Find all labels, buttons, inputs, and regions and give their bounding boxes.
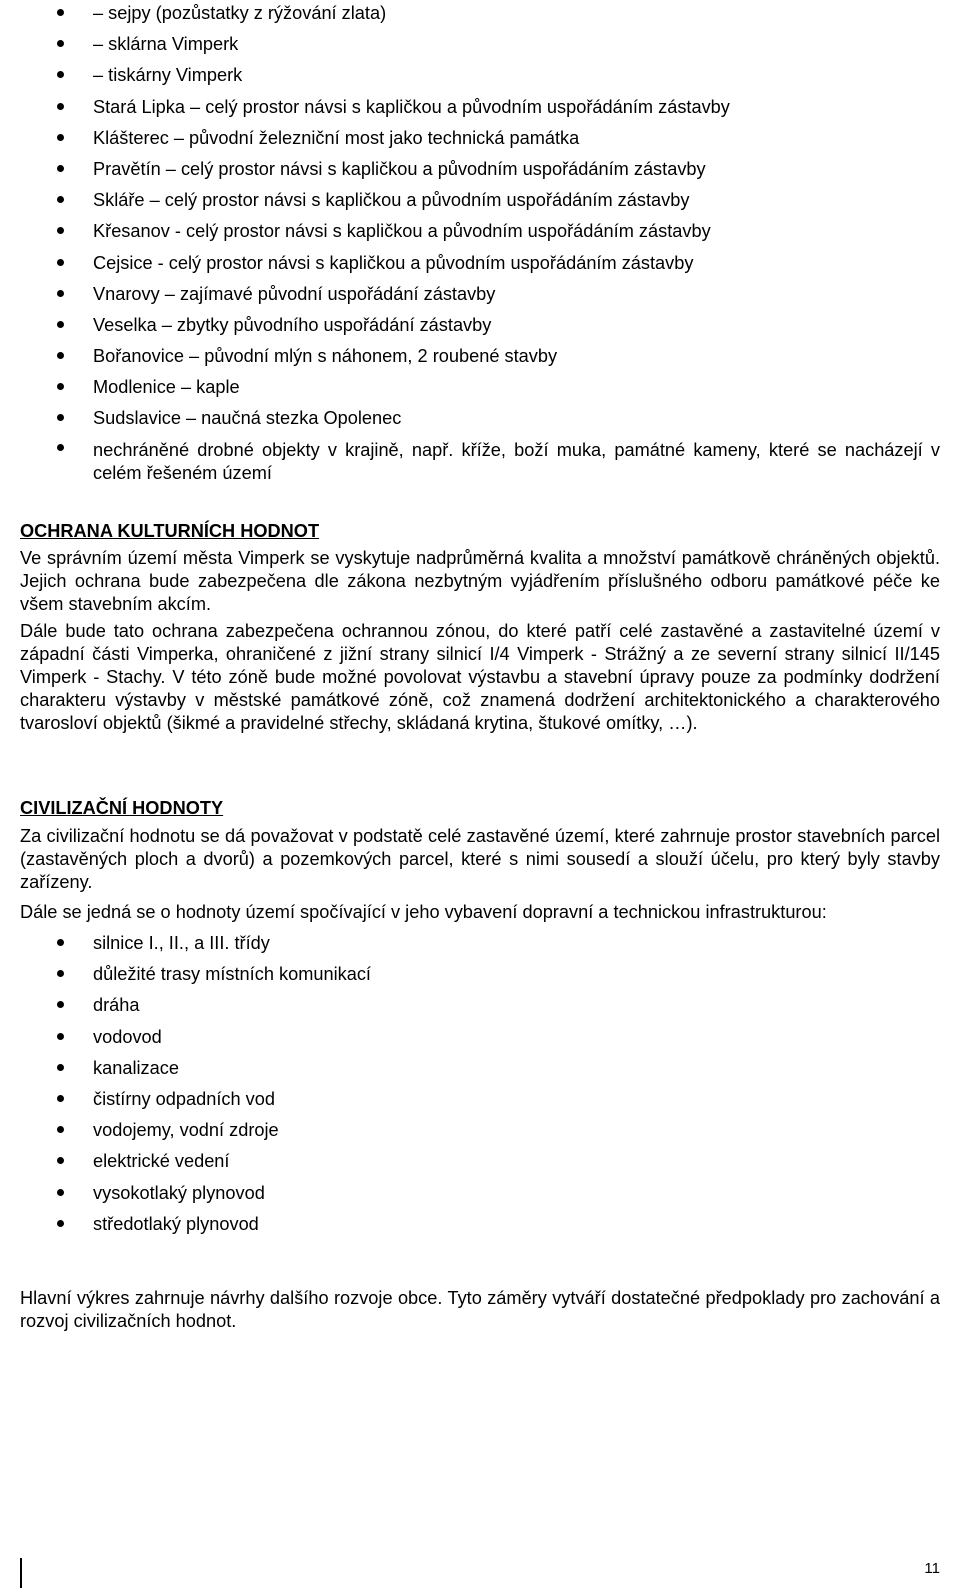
bullet-icon	[57, 1157, 64, 1164]
list-item: Veselka – zbytky původního uspořádání zástavby	[0, 312, 960, 343]
bullet-icon	[57, 103, 64, 110]
list-item: silnice I., II., a III. třídy	[0, 930, 960, 961]
bullet-icon	[57, 9, 64, 16]
bullet-icon	[57, 1095, 64, 1102]
list-item: Sudslavice – naučná stezka Opolenec	[0, 405, 960, 436]
bullet-icon	[57, 165, 64, 172]
list-item: čistírny odpadních vod	[0, 1086, 960, 1117]
bullet-icon	[57, 1126, 64, 1133]
bullet-icon	[57, 352, 64, 359]
bullet-icon	[57, 939, 64, 946]
section-heading-culture: OCHRANA KULTURNÍCH HODNOT	[20, 521, 320, 541]
bullet-icon	[57, 1033, 64, 1040]
list-item: Stará Lipka – celý prostor návsi s kapličkou a původním uspořádáním zástavby	[0, 94, 960, 125]
bullet-icon	[57, 290, 64, 297]
list-item: Pravětín – celý prostor návsi s kapličkou a původním uspořádáním zástavby	[0, 156, 960, 187]
bullet-icon	[57, 40, 64, 47]
infrastructure-list	[0, 930, 960, 1242]
list-item: Bořanovice – původní mlýn s náhonem, 2 roubené stavby	[0, 343, 960, 374]
page-number: 11	[924, 1560, 940, 1577]
list-item: elektrické vedení	[0, 1148, 960, 1179]
list-item: – sejpy (pozůstatky z rýžování zlata)	[0, 0, 960, 31]
list-item: kanalizace	[0, 1055, 960, 1086]
closing-paragraph: Hlavní výkres zahrnuje návrhy dalšího rozvoje obce. Tyto záměry vytváří dostatečné předpoklady pro zachování a rozvoj civilizačních hodnot.	[20, 1288, 940, 1331]
bullet-icon	[57, 414, 64, 421]
bullet-icon	[57, 321, 64, 328]
list-item: – sklárna Vimperk	[0, 31, 960, 62]
list-item: nechráněné drobné objekty v krajině, např. kříže, boží muka, památné kameny, které se nacházejí v celém řešeném území	[0, 437, 960, 485]
list-item: Modlenice – kaple	[0, 374, 960, 405]
list-item: vodovod	[0, 1024, 960, 1055]
bullet-icon	[57, 227, 64, 234]
list-item: Křesanov - celý prostor návsi s kapličkou a původním uspořádáním zástavby	[0, 218, 960, 249]
list-item: dráha	[0, 992, 960, 1023]
margin-rule	[20, 1558, 22, 1588]
list-item: – tiskárny Vimperk	[0, 62, 960, 93]
civil-paragraph-1: Za civilizační hodnotu se dá považovat v podstatě celé zastavěné území, které zahrnuje prostor stavebních parcel (zastavěných ploch a dvorů) a pozemkových parcel, které s nimi sousedí a slouží účelu, pro který byly stavby zařízeny.	[20, 826, 940, 892]
bullet-icon	[57, 1064, 64, 1071]
bullet-icon	[57, 259, 64, 266]
heritage-list	[0, 0, 960, 485]
culture-paragraph-1: Ve správním území města Vimperk se vyskytuje nadprůměrná kvalita a množství památkově chráněných objektů. Jejich ochrana bude zabezpečena dle zákona nezbytným vyjádřením příslušného odboru památkové péče ke všem stavebním akcím.	[20, 548, 940, 614]
bullet-icon	[57, 383, 64, 390]
list-item: Vnarovy – zajímavé původní uspořádání zástavby	[0, 281, 960, 312]
list-item: Cejsice - celý prostor návsi s kapličkou a původním uspořádáním zástavby	[0, 250, 960, 281]
civil-paragraph-2: Dále se jedná se o hodnoty území spočívající v jeho vybavení dopravní a technickou infrastrukturou:	[20, 902, 827, 922]
list-item: důležité trasy místních komunikací	[0, 961, 960, 992]
bullet-icon	[57, 196, 64, 203]
bullet-icon	[57, 71, 64, 78]
bullet-icon	[57, 1189, 64, 1196]
bullet-icon	[57, 134, 64, 141]
list-item: vodojemy, vodní zdroje	[0, 1117, 960, 1148]
bullet-icon	[57, 1001, 64, 1008]
bullet-icon	[57, 444, 64, 451]
list-item: vysokotlaký plynovod	[0, 1180, 960, 1211]
list-item: Klášterec – původní železniční most jako technická památka	[0, 125, 960, 156]
list-item: středotlaký plynovod	[0, 1211, 960, 1242]
list-item: Skláře – celý prostor návsi s kapličkou a původním uspořádáním zástavby	[0, 187, 960, 218]
bullet-icon	[57, 970, 64, 977]
culture-paragraph-2: Dále bude tato ochrana zabezpečena ochrannou zónou, do které patří celé zastavěné a zastavitelné území v západní části Vimperka, ohraničené z jižní strany silnicí I/4 Vimperk - Strážný a ze severní strany silnicí II/145 Vimperk - Stachy. V této zóně bude možné povolovat výstavbu a stavební úpravy pouze za podmínky dodržení charakteru výstavby v městské památkové zóně, což znamená dodržení architektonického a charakterového tvarosloví objektů (šikmé a pravidelné střechy, skládaná krytina, štukové omítky, …).	[20, 621, 940, 733]
section-heading-civil: CIVILIZAČNÍ HODNOTY	[20, 798, 224, 818]
bullet-icon	[57, 1220, 64, 1227]
